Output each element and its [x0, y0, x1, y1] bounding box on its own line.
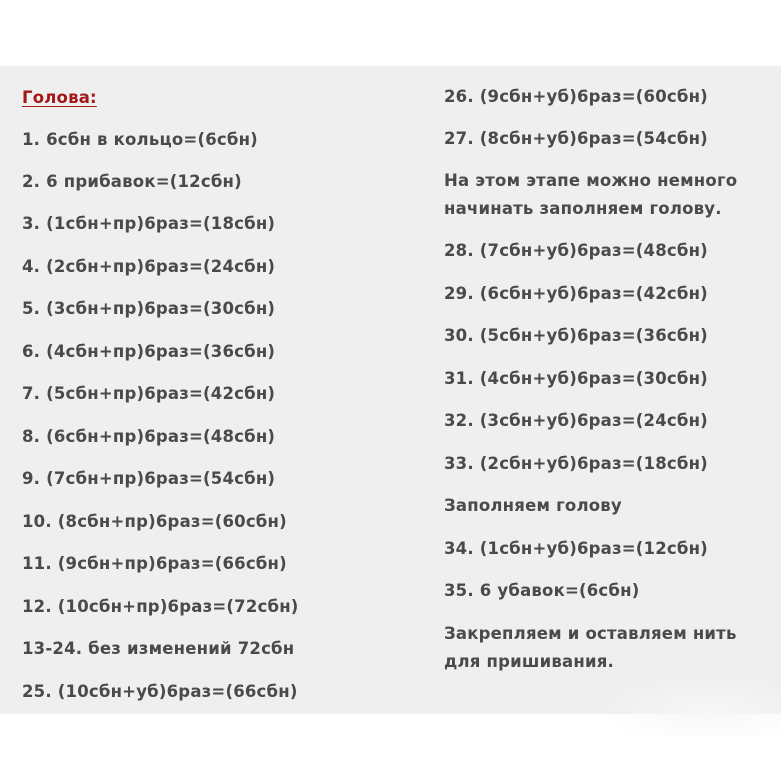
row-10: 10. (8сбн+пр)6раз=(60сбн): [22, 512, 287, 531]
row-9: 9. (7сбн+пр)6раз=(54сбн): [22, 469, 276, 488]
row-31: 31. (4сбн+уб)6раз=(30сбн): [444, 369, 708, 388]
row-1: 1. 6сбн в кольцо=(6сбн): [22, 130, 258, 149]
row-30: 30. (5сбн+уб)6раз=(36сбн): [444, 326, 708, 345]
row-32: 32. (3сбн+уб)6раз=(24сбн): [444, 411, 708, 430]
row-29: 29. (6сбн+уб)6раз=(42сбн): [444, 284, 708, 303]
row-13-24: 13-24. без изменений 72сбн: [22, 639, 295, 658]
row-27: 27. (8сбн+уб)6раз=(54сбн): [444, 129, 708, 148]
row-3: 3. (1сбн+пр)6раз=(18сбн): [22, 214, 276, 233]
row-8: 8. (6сбн+пр)6раз=(48сбн): [22, 427, 276, 446]
row-26: 26. (9сбн+уб)6раз=(60сбн): [444, 87, 708, 106]
row-2: 2. 6 прибавок=(12сбн): [22, 172, 242, 191]
row-7: 7. (5сбн+пр)6раз=(42сбн): [22, 384, 276, 403]
row-6: 6. (4сбн+пр)6раз=(36сбн): [22, 342, 276, 361]
row-25: 25. (10сбн+уб)6раз=(66сбн): [22, 682, 298, 701]
background-highlight: [600, 676, 781, 736]
row-5: 5. (3сбн+пр)6раз=(30сбн): [22, 299, 276, 318]
row-4: 4. (2сбн+пр)6раз=(24сбн): [22, 257, 276, 276]
note-start-stuffing: На этом этапе можно немного начинать заполняем голову.: [444, 171, 738, 218]
note-finish: Закрепляем и оставляем нить для пришивания.: [444, 624, 737, 671]
row-12: 12. (10сбн+пр)6раз=(72сбн): [22, 597, 299, 616]
section-title: Голова:: [22, 88, 97, 107]
row-11: 11. (9сбн+пр)6раз=(66сбн): [22, 554, 287, 573]
row-34: 34. (1сбн+уб)6раз=(12сбн): [444, 539, 708, 558]
pattern-panel: [0, 66, 781, 714]
row-33: 33. (2сбн+уб)6раз=(18сбн): [444, 454, 708, 473]
row-35: 35. 6 убавок=(6сбн): [444, 581, 640, 600]
note-fill-head: Заполняем голову: [444, 496, 622, 515]
row-28: 28. (7сбн+уб)6раз=(48сбн): [444, 241, 708, 260]
